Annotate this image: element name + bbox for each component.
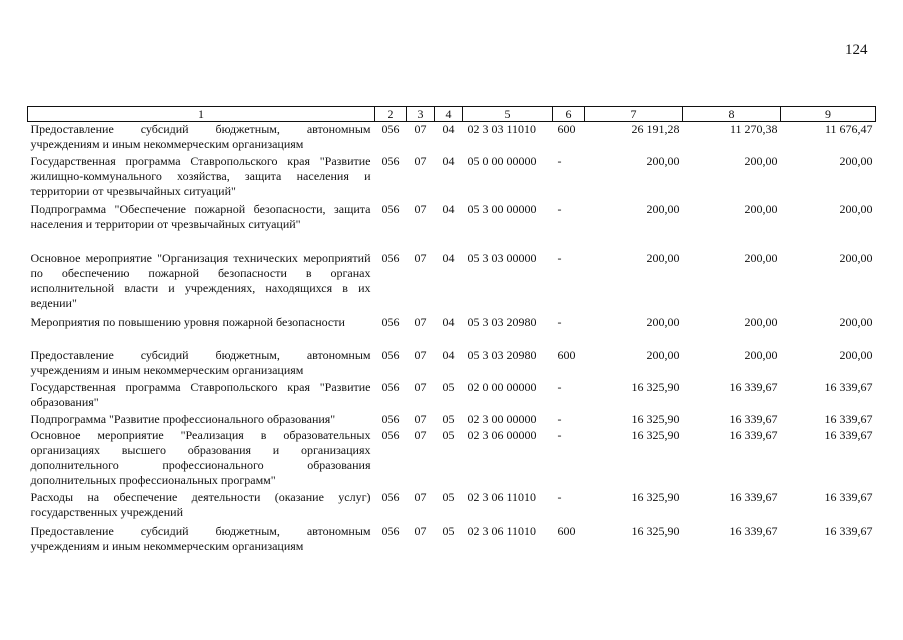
amount-col7: 200,00 bbox=[646, 201, 680, 216]
expense-type-code: - bbox=[557, 427, 562, 442]
grbs-code: 056 bbox=[381, 411, 400, 426]
section-code: 07 bbox=[414, 489, 427, 504]
section-code: 07 bbox=[414, 411, 427, 426]
table-row bbox=[28, 122, 876, 154]
section-code: 07 bbox=[414, 523, 427, 538]
grbs-code: 056 bbox=[381, 347, 400, 362]
expense-type-code: 600 bbox=[557, 347, 576, 362]
amount-col9: 200,00 bbox=[839, 201, 873, 216]
amount-col8: 200,00 bbox=[744, 314, 778, 329]
amount-col9: 16 339,67 bbox=[824, 379, 873, 394]
expense-name: Мероприятия по повышению уровня пожарной безопасности bbox=[30, 314, 345, 329]
target-article-code: 05 3 03 20980 bbox=[467, 314, 537, 329]
amount-col7: 200,00 bbox=[646, 153, 680, 168]
target-article-code: 02 3 06 00000 bbox=[467, 427, 537, 442]
grbs-code: 056 bbox=[381, 122, 400, 136]
amount-col7: 200,00 bbox=[646, 347, 680, 362]
expense-name: Предоставление субсидий бюджетным, автономным учреждениям и иным некоммерческим организациям bbox=[30, 347, 371, 377]
subsection-code: 05 bbox=[442, 379, 455, 394]
amount-col9: 200,00 bbox=[839, 250, 873, 265]
amount-col7: 16 325,90 bbox=[631, 427, 680, 442]
grbs-code: 056 bbox=[381, 427, 400, 442]
expense-name: Государственная программа Ставропольского края "Развитие образования" bbox=[30, 379, 371, 409]
subsection-code: 04 bbox=[442, 201, 455, 216]
amount-col8: 200,00 bbox=[744, 347, 778, 362]
expense-type-code: - bbox=[557, 201, 562, 216]
column-number: 5 bbox=[463, 107, 553, 122]
amount-col8: 200,00 bbox=[744, 201, 778, 216]
column-number: 8 bbox=[683, 107, 781, 122]
subsection-code: 05 bbox=[442, 427, 455, 442]
page-number: 124 bbox=[845, 42, 868, 58]
amount-col9: 16 339,67 bbox=[824, 489, 873, 504]
subsection-code: 05 bbox=[442, 489, 455, 504]
column-number: 1 bbox=[28, 107, 375, 122]
amount-col9: 200,00 bbox=[839, 347, 873, 362]
grbs-code: 056 bbox=[381, 379, 400, 394]
target-article-code: 02 3 03 11010 bbox=[467, 122, 537, 136]
target-article-code: 02 3 00 00000 bbox=[467, 411, 537, 426]
grbs-code: 056 bbox=[381, 250, 400, 265]
grbs-code: 056 bbox=[381, 523, 400, 538]
expense-name: Подпрограмма "Развитие профессионального образования" bbox=[30, 411, 336, 426]
subsection-code: 04 bbox=[442, 122, 455, 136]
table-row bbox=[28, 524, 876, 556]
expense-type-code: 600 bbox=[557, 122, 576, 136]
expense-type-code: - bbox=[557, 411, 562, 426]
amount-col8: 200,00 bbox=[744, 250, 778, 265]
grbs-code: 056 bbox=[381, 201, 400, 216]
column-number: 9 bbox=[781, 107, 876, 122]
amount-col8: 16 339,67 bbox=[729, 411, 778, 426]
target-article-code: 02 3 06 11010 bbox=[467, 489, 537, 504]
target-article-code: 02 0 00 00000 bbox=[467, 379, 537, 394]
table-row bbox=[28, 428, 876, 490]
column-number: 2 bbox=[375, 107, 407, 122]
table-row bbox=[28, 490, 876, 524]
table-row bbox=[28, 251, 876, 315]
column-number: 3 bbox=[407, 107, 435, 122]
expense-type-code: - bbox=[557, 250, 562, 265]
section-code: 07 bbox=[414, 314, 427, 329]
amount-col7: 16 325,90 bbox=[631, 411, 680, 426]
amount-col9: 16 339,67 bbox=[824, 427, 873, 442]
subsection-code: 04 bbox=[442, 347, 455, 362]
expense-name: Подпрограмма "Обеспечение пожарной безопасности, защита населения и территории от чрезвычайных ситуаций" bbox=[30, 201, 371, 231]
expense-type-code: - bbox=[557, 153, 562, 168]
column-number: 7 bbox=[585, 107, 683, 122]
amount-col9: 16 339,67 bbox=[824, 411, 873, 426]
subsection-code: 05 bbox=[442, 523, 455, 538]
target-article-code: 05 3 03 20980 bbox=[467, 347, 537, 362]
amount-col8: 16 339,67 bbox=[729, 379, 778, 394]
target-article-code: 02 3 06 11010 bbox=[467, 523, 537, 538]
subsection-code: 05 bbox=[442, 411, 455, 426]
amount-col8: 16 339,67 bbox=[729, 427, 778, 442]
expense-name: Предоставление субсидий бюджетным, автономным учреждениям и иным некоммерческим организациям bbox=[30, 523, 371, 553]
column-number-header bbox=[28, 107, 876, 122]
expense-type-code: 600 bbox=[557, 523, 576, 538]
table-row bbox=[28, 412, 876, 428]
table-row bbox=[28, 154, 876, 202]
expense-name: Основное мероприятие "Реализация в образовательных организациях высшего образования и организациях дополнительного профессионального образования дополнительных профессиональных программ" bbox=[30, 427, 371, 487]
target-article-code: 05 3 03 00000 bbox=[467, 250, 537, 265]
budget-table bbox=[27, 106, 876, 556]
expense-type-code: - bbox=[557, 314, 562, 329]
grbs-code: 056 bbox=[381, 489, 400, 504]
column-number: 6 bbox=[553, 107, 585, 122]
expense-name: Расходы на обеспечение деятельности (оказание услуг) государственных учреждений bbox=[30, 489, 371, 519]
target-article-code: 05 0 00 00000 bbox=[467, 153, 537, 168]
table-row bbox=[28, 202, 876, 251]
amount-col7: 200,00 bbox=[646, 314, 680, 329]
section-code: 07 bbox=[414, 201, 427, 216]
table-row bbox=[28, 380, 876, 412]
amount-col7: 16 325,90 bbox=[631, 523, 680, 538]
target-article-code: 05 3 00 00000 bbox=[467, 201, 537, 216]
amount-col9: 200,00 bbox=[839, 314, 873, 329]
amount-col8: 16 339,67 bbox=[729, 523, 778, 538]
amount-col7: 200,00 bbox=[646, 250, 680, 265]
grbs-code: 056 bbox=[381, 314, 400, 329]
section-code: 07 bbox=[414, 427, 427, 442]
section-code: 07 bbox=[414, 122, 427, 136]
amount-col7: 26 191,28 bbox=[631, 122, 680, 136]
subsection-code: 04 bbox=[442, 250, 455, 265]
amount-col8: 16 339,67 bbox=[729, 489, 778, 504]
table-row bbox=[28, 315, 876, 348]
expense-name: Основное мероприятие "Организация технических мероприятий по обеспечению пожарной безопасности в органах исполнительной власти и учреждениях, находящихся в их ведении" bbox=[30, 250, 371, 310]
amount-col9: 16 339,67 bbox=[824, 523, 873, 538]
table-row bbox=[28, 348, 876, 380]
column-number: 4 bbox=[435, 107, 463, 122]
amount-col8: 200,00 bbox=[744, 153, 778, 168]
amount-col9: 200,00 bbox=[839, 153, 873, 168]
amount-col7: 16 325,90 bbox=[631, 489, 680, 504]
amount-col9: 11 676,47 bbox=[824, 122, 873, 136]
expense-type-code: - bbox=[557, 379, 562, 394]
subsection-code: 04 bbox=[442, 314, 455, 329]
section-code: 07 bbox=[414, 347, 427, 362]
expense-name: Государственная программа Ставропольского края "Развитие жилищно-коммунального хозяйства, защита населения и территории от чрезвычайных ситуаций" bbox=[30, 153, 371, 198]
grbs-code: 056 bbox=[381, 153, 400, 168]
amount-col7: 16 325,90 bbox=[631, 379, 680, 394]
expense-name: Предоставление субсидий бюджетным, автономным учреждениям и иным некоммерческим организациям bbox=[30, 122, 371, 151]
amount-col8: 11 270,38 bbox=[729, 122, 778, 136]
section-code: 07 bbox=[414, 153, 427, 168]
section-code: 07 bbox=[414, 250, 427, 265]
subsection-code: 04 bbox=[442, 153, 455, 168]
expense-type-code: - bbox=[557, 489, 562, 504]
section-code: 07 bbox=[414, 379, 427, 394]
